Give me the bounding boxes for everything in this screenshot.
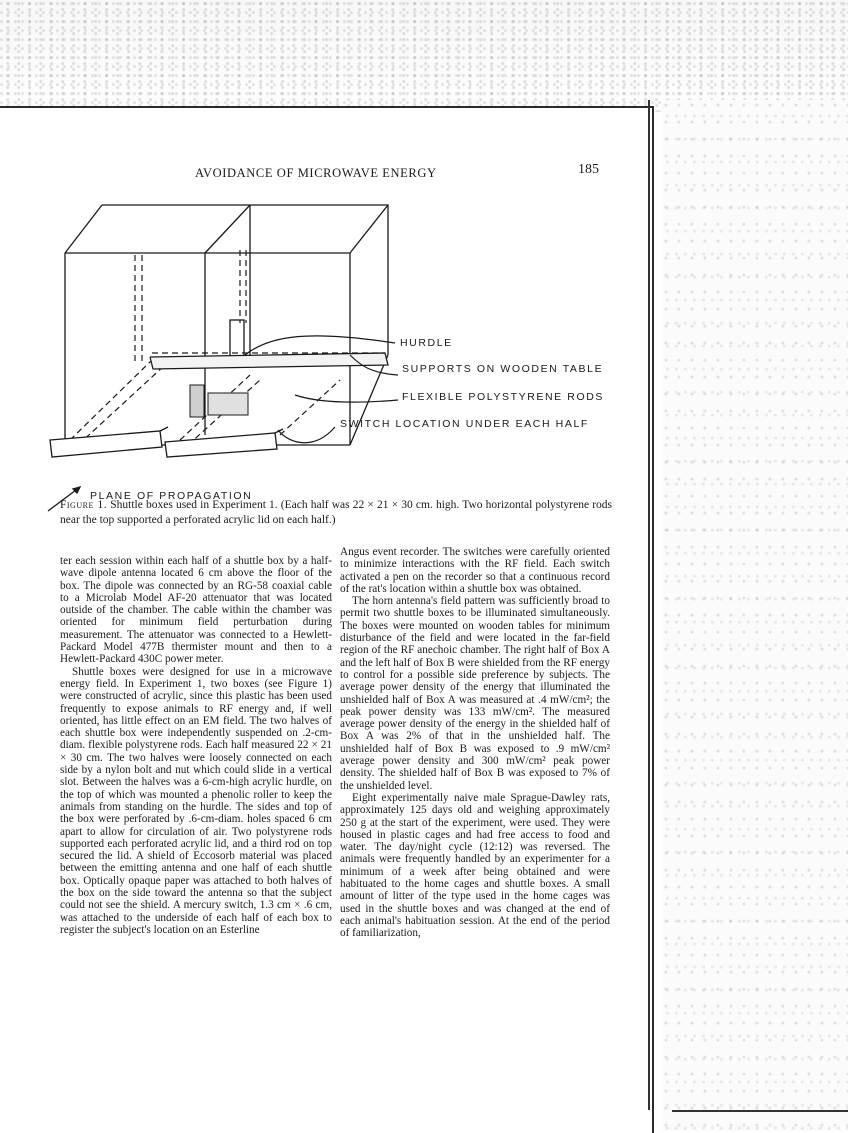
right-column xyxy=(340,546,610,940)
paragraph: Shuttle boxes were designed for use in a microwave energy field. In Experiment 1, two boxes (see Figure 1) were constructed of acrylic, since this plastic has been used frequently to expose animals to RF energy and, if well oriented, has little effect on an EM field. The two halves of each shuttle box were independently suspended on .2-cm-diam. flexible polystyrene rods. Each half measured 22 × 21 × 30 cm. The two halves were loosely connected on each side by a nylon bolt and nut which could slide in a vertical slot. Between the halves was a 6-cm-high acrylic hurdle, on the top of which was mounted a phenolic roller to keep the animals from standing on the hurdle. The sides and top of the box were perforated by .6-cm-diam. holes spaced 6 cm apart to allow for circulation of air. Two polystyrene rods supported each perforated acrylic lid, and a third rod on top secured the lid. A shield of Eccosorb material was placed between the emitting antenna and one half of each shuttle box. Optically opaque paper was attached to both halves of the box on the side toward the antenna so that the subject could not see the shield. A mercury switch, 1.3 cm × .6 cm, was attached to the underside of each half of each box to register the subject's location on an Esterline xyxy=(60,665,332,936)
label-rods: FLEXIBLE POLYSTYRENE RODS xyxy=(402,391,605,403)
page-number: 185 xyxy=(578,162,599,177)
figure-caption xyxy=(60,498,612,528)
scan-noise-top xyxy=(0,0,848,112)
bottom-edge xyxy=(672,1110,848,1112)
running-head: AVOIDANCE OF MICROWAVE ENERGY xyxy=(195,166,437,180)
scan-noise-right xyxy=(662,100,848,1131)
figure-1 xyxy=(40,195,640,515)
caption-text: Shuttle boxes used in Experiment 1. (Each half was 22 × 21 × 30 cm. high. Two horizontal polystyrene rods near the top supported a perforated acrylic lid on each half.) xyxy=(60,499,613,526)
caption-label: Figure 1. xyxy=(60,499,108,511)
label-hurdle: HURDLE xyxy=(400,337,453,349)
paragraph: The horn antenna's field pattern was sufficiently broad to permit two shuttle boxes to be illuminated simultaneously. The boxes were mounted on wooden tables for minimum disturbance of the field and were located in the far-field region of the RF anechoic chamber. The right half of Box A and the left half of Box B were shielded from the RF energy to control for a possible side preference by subjects. The average power density of the energy that illuminated the unshielded half of Box A was measured at .4 mW/cm²; the peak power density was 133 mW/cm². The measured average power density of the energy in the shielded half of Box A was 2% of that in the unshielded half. The unshielded half of Box B was exposed to .9 mW/cm² average power density and 300 mW/cm² peak power density. The shielded half of Box B was exposed to 7% of the unshielded level. xyxy=(340,595,610,792)
label-switch: SWITCH LOCATION UNDER EACH HALF xyxy=(340,418,589,430)
page-edge xyxy=(648,100,650,1110)
paragraph: Angus event recorder. The switches were carefully oriented to minimize interactions with the RF field. Each switch activated a pen on the recorder so that a continuous record of the rat's location within a shuttle box was obtained. xyxy=(340,546,610,595)
paragraph: Eight experimentally naive male Sprague-Dawley rats, approximately 125 days old and weighing approximately 250 g at the start of the experiment, were used. They were housed in plastic cages and had free access to food and water. The day/night cycle (12:12) was reversed. The animals were frequently handled by an experimenter for a minimum of a week after being obtained and were habituated to the home cages and shuttle boxes. A small amount of litter of the type used in the home cages was used in the shuttle boxes and was changed at the end of each animal's habituation session. At the end of the period of familiarization, xyxy=(340,791,610,940)
paragraph: ter each session within each half of a shuttle box by a half-wave dipole antenna located 6 cm above the floor of the box. The dipole was connected by an RG-58 coaxial cable to a Microlab Model AF-20 attenuator that was located outside of the chamber. The cable within the chamber was oriented for minimum field perturbation during measurement. The attenuator was connected to a Hewlett-Packard Model 477B thermister mount and then to a Hewlett-Packard 430C power meter. xyxy=(60,555,332,666)
shuttle-box-diagram xyxy=(40,195,640,515)
label-supports: SUPPORTS ON WOODEN TABLE xyxy=(402,363,604,375)
left-column xyxy=(60,555,332,936)
label-plane: PLANE OF PROPAGATION xyxy=(90,490,253,502)
